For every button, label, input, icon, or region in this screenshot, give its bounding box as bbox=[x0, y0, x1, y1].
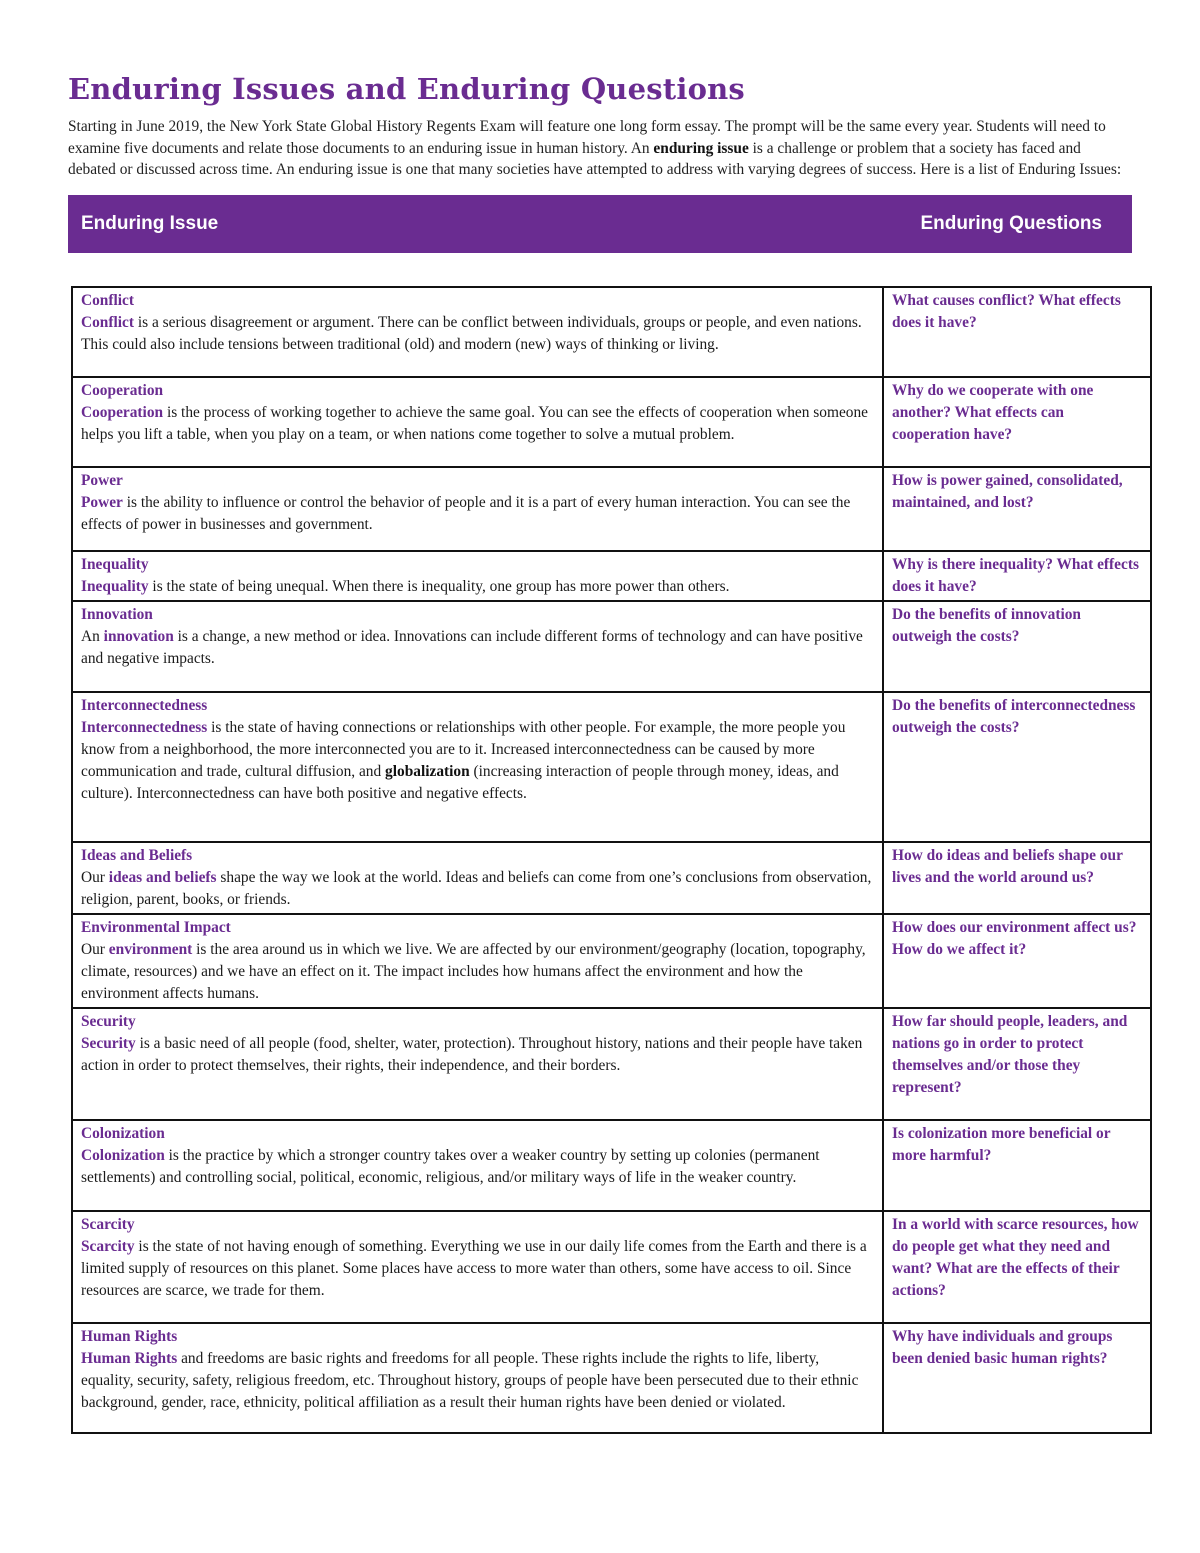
issue-term: Conflict bbox=[81, 314, 135, 331]
enduring-question: Do the benefits of innovation outweigh the costs? bbox=[892, 606, 1081, 645]
question-cell bbox=[883, 1120, 1151, 1211]
description-text: is the area around us in which we live. We are affected by our environment/geography (location, topography, climate, resources) and we have an effect on it. The impact includes how humans affect the environment and how the environment affects humans. bbox=[81, 941, 866, 1002]
issue-term: Interconnectedness bbox=[81, 719, 208, 736]
question-cell bbox=[883, 914, 1151, 1008]
issue-name: Cooperation bbox=[81, 382, 164, 399]
issue-cell bbox=[72, 1211, 883, 1323]
issue-description bbox=[81, 1238, 867, 1299]
enduring-question: How does our environment affect us? How do we affect it? bbox=[892, 919, 1137, 958]
description-text: Our bbox=[81, 869, 109, 886]
issue-term: Security bbox=[81, 1035, 136, 1052]
issue-cell bbox=[72, 842, 883, 914]
question-cell bbox=[883, 601, 1151, 692]
issue-term: Cooperation bbox=[81, 404, 164, 421]
issue-name: Ideas and Beliefs bbox=[81, 847, 193, 864]
issue-description bbox=[81, 1035, 862, 1074]
description-text: is the state of being unequal. When there is inequality, one group has more power than others. bbox=[148, 578, 730, 595]
table-row bbox=[72, 601, 1151, 692]
enduring-question: How is power gained, consolidated, maintained, and lost? bbox=[892, 472, 1123, 511]
question-cell bbox=[883, 377, 1151, 467]
description-text: is the process of working together to achieve the same goal. You can see the effects of cooperation when someone helps you lift a table, when you play on a team, or when nations come together to solve a mutual problem. bbox=[81, 404, 868, 443]
description-text: shape the way we look at the world. Ideas and beliefs can come from one’s conclusions from observation, religion, parent, books, or friends. bbox=[81, 869, 872, 908]
issue-name: Security bbox=[81, 1013, 136, 1030]
issue-name: Power bbox=[81, 472, 123, 489]
table-header-bar bbox=[68, 195, 1132, 253]
issue-description bbox=[81, 941, 866, 1002]
intro-paragraph bbox=[68, 116, 1132, 181]
question-cell bbox=[883, 551, 1151, 601]
issue-description bbox=[81, 404, 868, 443]
question-cell bbox=[883, 1008, 1151, 1120]
issue-description bbox=[81, 869, 871, 908]
question-cell bbox=[883, 1323, 1151, 1433]
description-text: Our bbox=[81, 941, 109, 958]
description-text: is the practice by which a stronger country takes over a weaker country by setting up colonies (permanent settlements) and controlling social, political, economic, religious, and/or military ways of life in the weaker country. bbox=[81, 1147, 820, 1186]
issue-term: ideas and beliefs bbox=[108, 869, 217, 886]
question-cell bbox=[883, 287, 1151, 377]
issue-description bbox=[81, 628, 863, 667]
issue-description bbox=[81, 494, 850, 533]
question-cell bbox=[883, 467, 1151, 551]
intro-text-part1: Starting in June 2019, the New York State Global History Regents Exam will feature one long form essay. The prompt will be the same every year. Students will need to examine five documents and relate those documents to an enduring issue in human history. An bbox=[68, 118, 1106, 157]
issue-description bbox=[81, 1147, 820, 1186]
issue-term: Inequality bbox=[81, 578, 149, 595]
issue-cell bbox=[72, 1120, 883, 1211]
table-row bbox=[72, 551, 1151, 601]
issue-cell bbox=[72, 914, 883, 1008]
table-row bbox=[72, 1120, 1151, 1211]
description-text: is a change, a new method or idea. Innovations can include different forms of technology and can have positive and negative impacts. bbox=[81, 628, 863, 667]
issue-term: Colonization bbox=[81, 1147, 165, 1164]
issue-cell bbox=[72, 1008, 883, 1120]
enduring-question: Why is there inequality? What effects does it have? bbox=[892, 556, 1139, 595]
enduring-question: Is colonization more beneficial or more harmful? bbox=[892, 1125, 1111, 1164]
enduring-question: How far should people, leaders, and nations go in order to protect themselves and/or those they represent? bbox=[892, 1013, 1128, 1096]
issues-table-body bbox=[72, 287, 1151, 1433]
issue-cell bbox=[72, 467, 883, 551]
description-text: An bbox=[81, 628, 104, 645]
question-cell bbox=[883, 1211, 1151, 1323]
page-title: Enduring Issues and Enduring Questions bbox=[68, 72, 745, 106]
description-text: is the state of not having enough of something. Everything we use in our daily life comes from the Earth and there is a limited supply of resources on this planet. Some places have access to more water than others, some have access to oil. Since resources are scarce, we trade for them. bbox=[81, 1238, 867, 1299]
issue-cell bbox=[72, 551, 883, 601]
issue-cell bbox=[72, 692, 883, 842]
enduring-question: In a world with scarce resources, how do people get what they need and want? What are the effects of their actions? bbox=[892, 1216, 1139, 1299]
issue-name: Scarcity bbox=[81, 1216, 135, 1233]
description-text: is a serious disagreement or argument. There can be conflict between individuals, groups or people, and even nations. This could also include tensions between traditional (old) and modern (new) ways of thinking or living. bbox=[81, 314, 862, 353]
table-row bbox=[72, 467, 1151, 551]
issue-description bbox=[81, 1350, 858, 1411]
issue-term: Human Rights bbox=[81, 1350, 178, 1367]
description-text: (increasing interaction of people through money, ideas, and culture). Interconnectedness can have both positive and negative effects. bbox=[81, 763, 839, 802]
issue-term: Power bbox=[81, 494, 123, 511]
question-cell bbox=[883, 842, 1151, 914]
table-row bbox=[72, 287, 1151, 377]
description-text: is the state of having connections or relationships with other people. For example, the more people you know from a neighborhood, the more interconnected you are to it. Increased interconnectedness can be caused by more communication and trade, cultural diffusion, and bbox=[81, 719, 846, 780]
intro-text-part2: is a challenge or problem that a society has faced and debated or discussed across time. An enduring issue is one that many societies have attempted to address with varying degrees of success. Here is a list of Enduring Issues: bbox=[68, 139, 1122, 178]
table-row bbox=[72, 1211, 1151, 1323]
issue-description bbox=[81, 719, 845, 802]
issue-name: Interconnectedness bbox=[81, 697, 208, 714]
issue-cell bbox=[72, 377, 883, 467]
issue-name: Colonization bbox=[81, 1125, 165, 1142]
enduring-question: Why do we cooperate with one another? What effects can cooperation have? bbox=[892, 382, 1094, 443]
issue-cell bbox=[72, 601, 883, 692]
issue-name: Environmental Impact bbox=[81, 919, 231, 936]
issue-cell bbox=[72, 1323, 883, 1433]
header-enduring-questions: Enduring Questions bbox=[920, 213, 1102, 234]
issue-term: environment bbox=[108, 941, 193, 958]
table-row bbox=[72, 1008, 1151, 1120]
description-text: is the ability to influence or control the behavior of people and it is a part of every human interaction. You can see the effects of power in businesses and government. bbox=[81, 494, 851, 533]
table-row bbox=[72, 692, 1151, 842]
table-row bbox=[72, 1323, 1151, 1433]
description-text: is a basic need of all people (food, shelter, water, protection). Throughout history, nations and their people have taken action in order to protect themselves, their rights, their independence, and their borders. bbox=[81, 1035, 863, 1074]
issue-description bbox=[81, 578, 729, 595]
issue-name: Human Rights bbox=[81, 1328, 178, 1345]
issue-name: Inequality bbox=[81, 556, 149, 573]
enduring-question: What causes conflict? What effects does it have? bbox=[892, 292, 1121, 331]
issue-name: Innovation bbox=[81, 606, 153, 623]
issue-term: globalization bbox=[385, 763, 470, 780]
intro-bold-term: enduring issue bbox=[653, 139, 749, 157]
issue-cell bbox=[72, 287, 883, 377]
question-cell bbox=[883, 692, 1151, 842]
issue-term: innovation bbox=[103, 628, 174, 645]
issue-term: Scarcity bbox=[81, 1238, 135, 1255]
issues-table bbox=[71, 286, 1152, 1434]
description-text: and freedoms are basic rights and freedoms for all people. These rights include the rights to life, liberty, equality, security, safety, religious freedom, etc. Throughout history, groups of people have been persecuted due to their ethnic background, gender, race, ethnicity, political affiliation as a result their human rights have been denied or violated. bbox=[81, 1350, 859, 1411]
table-row bbox=[72, 842, 1151, 914]
issue-name: Conflict bbox=[81, 292, 135, 309]
enduring-question: Why have individuals and groups been denied basic human rights? bbox=[892, 1328, 1113, 1367]
enduring-question: How do ideas and beliefs shape our lives and the world around us? bbox=[892, 847, 1123, 886]
table-row bbox=[72, 914, 1151, 1008]
issue-description bbox=[81, 314, 862, 353]
header-enduring-issue: Enduring Issue bbox=[81, 213, 219, 234]
table-row bbox=[72, 377, 1151, 467]
enduring-question: Do the benefits of interconnectedness outweigh the costs? bbox=[892, 697, 1136, 736]
